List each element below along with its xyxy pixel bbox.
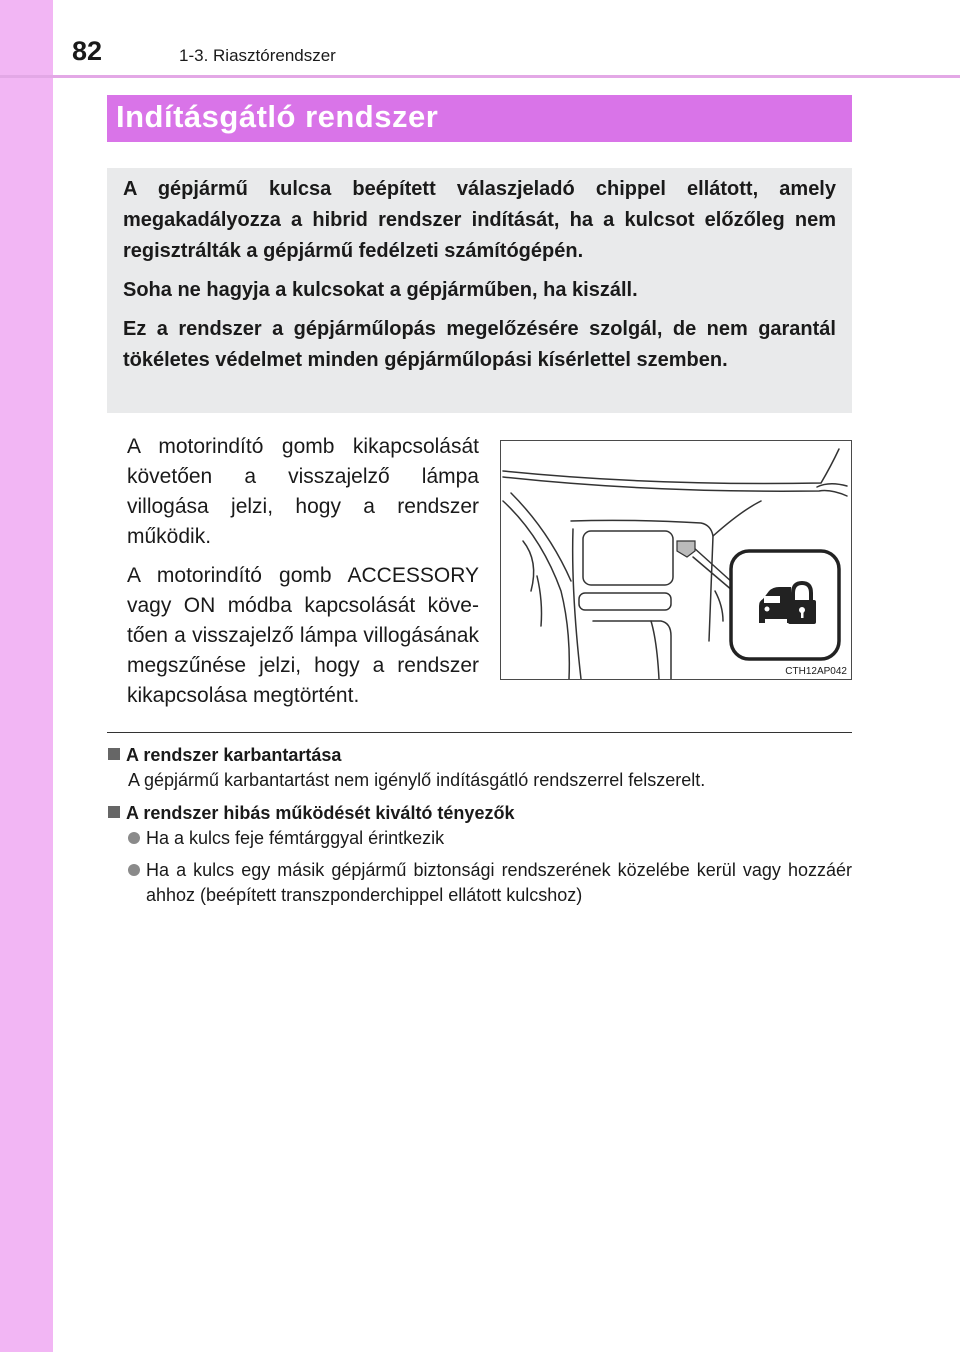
title-bar xyxy=(107,95,852,142)
round-bullet-icon xyxy=(128,864,140,876)
section-divider xyxy=(107,732,852,733)
header-rule xyxy=(0,75,960,78)
body-text xyxy=(127,432,479,720)
list-item xyxy=(128,858,852,908)
section-header: 1-3. Riasztórendszer xyxy=(179,46,336,65)
list-item-text: Ha a kulcs feje fémtárggyal érintkezik xyxy=(146,828,445,848)
dashboard-illustration xyxy=(500,440,852,680)
square-bullet-icon xyxy=(108,806,120,818)
note-heading-text: A rendszer hibás működését kiváltó tényezők xyxy=(126,803,515,823)
dashboard-drawing xyxy=(501,441,851,679)
round-bullet-icon xyxy=(128,832,140,844)
note-heading-malfunction xyxy=(107,800,852,826)
square-bullet-icon xyxy=(108,748,120,760)
intro-paragraph: Ez a rendszer a gépjárműlopás megelőzésére szolgál, de nem garantál tökéletes védelmet minden gépjárműlopási kísérlettel szemben. xyxy=(123,318,836,371)
intro-box xyxy=(107,168,852,413)
chapter-side-band xyxy=(0,0,53,1352)
note-heading-text: A rendszer karbantartása xyxy=(126,745,342,765)
note-heading-maintenance xyxy=(107,742,852,768)
body-paragraph: A motorindító gomb kikapcsolását követően a visszajelző lámpa villogása jelzi, hogy a rendszer működik. xyxy=(127,435,479,548)
list-item xyxy=(128,826,852,851)
intro-paragraph: Soha ne hagyja a kulcsokat a gépjárműben, ha kiszáll. xyxy=(123,279,638,301)
notes-section xyxy=(107,740,852,915)
list-item-text: Ha a kulcs egy másik gépjármű biztonsági rendszerének közelébe kerül vagy hozzáér ahhoz (beépített transzponderchippel ellátott kulcshoz) xyxy=(146,860,852,905)
figure-code: CTH12AP042 xyxy=(785,666,847,677)
note-text-maintenance: A gépjármű karbantartást nem igénylő indításgátló rendszerrel felszerelt. xyxy=(128,770,706,790)
intro-paragraph: A gépjármű kulcsa beépített válaszjeladó chippel ellátott, amely megakadályozza a hibrid rendszer indítását, ha a kulcsot előzőleg nem regisztrálták a gépjármű fedélzeti számítógépén. xyxy=(123,178,836,262)
page-number: 82 xyxy=(72,36,103,66)
page-title: Indításgátló rendszer xyxy=(116,99,439,134)
body-paragraph: A motorindító gomb ACCESSORY vagy ON módba kapcsolását követően a visszajelző lámpa villogásának megszűnése jelzi, hogy a rendszer kikapcsolása megtörtént. xyxy=(127,564,479,707)
